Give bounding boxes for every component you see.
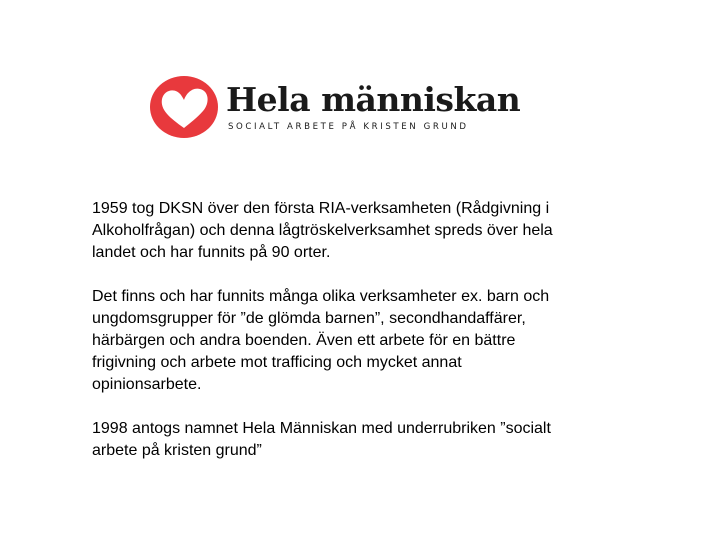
logo-subtitle: SOCIALT ARBETE PÅ KRISTEN GRUND [228,122,469,132]
body-text [92,198,632,484]
heart-logo-icon [148,74,220,140]
logo-title: Hela människan [226,80,521,119]
paragraph-name-adoption: 1998 antogs namnet Hela Människan med underrubriken ”socialt arbete på kristen grund” [92,420,551,459]
paragraph-ria-history: 1959 tog DKSN över den första RIA-verksamheten (Rådgivning i Alkoholfrågan) och denna lågtröskelverksamhet spreds över hela landet och har funnits på 90 orter. [92,200,553,261]
organization-logo [148,72,521,142]
paragraph-activities: Det finns och har funnits många olika verksamheter ex. barn och ungdomsgrupper för ”de glömda barnen”, secondhandaffärer, härbärgen och andra boenden. Även ett arbete för en bättre frigivning och arbete mot trafficing och mycket annat opinionsarbete. [92,288,550,393]
